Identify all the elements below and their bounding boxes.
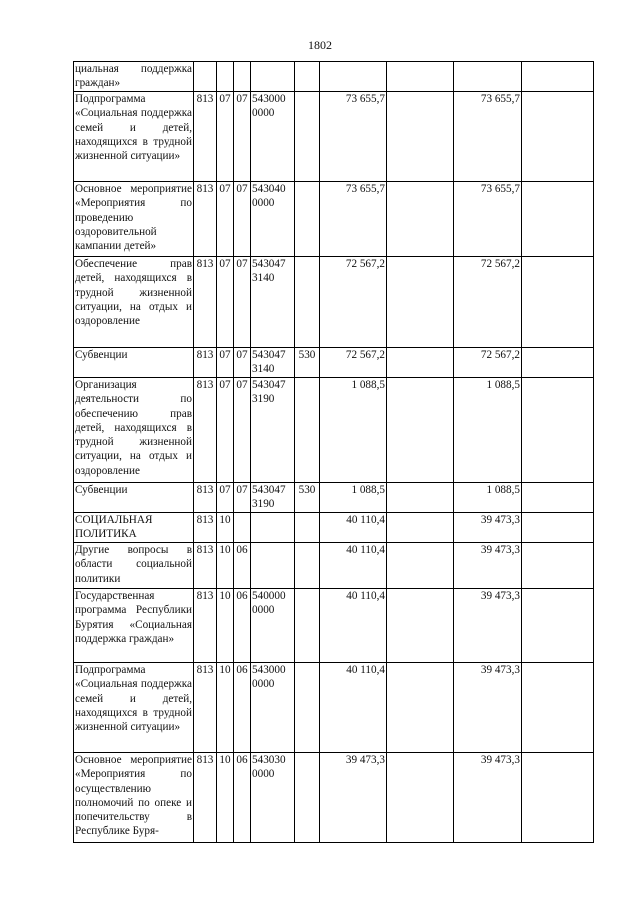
row-name: Государственная программа Республики Бурятия «Социальная поддержка граждан» [74, 589, 194, 663]
row-sum-4 [522, 663, 594, 753]
row-subsection-code: 07 [234, 348, 251, 378]
row-sum-4 [522, 348, 594, 378]
table-row [74, 62, 594, 92]
row-expense-type [295, 589, 320, 663]
row-target-article: 543000 0000 [251, 663, 295, 753]
row-name: Другие вопросы в области социальной политики [74, 543, 194, 589]
budget-table [73, 61, 594, 843]
row-section-code [217, 62, 234, 92]
row-sum-1: 40 110,4 [320, 513, 387, 543]
row-expense-type: 530 [295, 483, 320, 513]
table-row [74, 92, 594, 182]
row-sum-2 [387, 348, 454, 378]
table-row [74, 589, 594, 663]
row-sum-1: 40 110,4 [320, 663, 387, 753]
row-target-article: 543040 0000 [251, 182, 295, 257]
row-sum-3: 39 473,3 [454, 663, 522, 753]
row-name: Основное мероприятие «Мероприятия по осуществлению полномочий по опеке и попечительству в Республике Буря- [74, 753, 194, 843]
row-sum-1: 40 110,4 [320, 589, 387, 663]
row-expense-type: 530 [295, 348, 320, 378]
row-grbs-code [194, 62, 217, 92]
row-name: СОЦИАЛЬНАЯ ПОЛИТИКА [74, 513, 194, 543]
row-grbs-code: 813 [194, 543, 217, 589]
row-sum-4 [522, 257, 594, 348]
row-grbs-code: 813 [194, 589, 217, 663]
row-target-article: 543030 0000 [251, 753, 295, 843]
row-sum-2 [387, 589, 454, 663]
row-grbs-code: 813 [194, 378, 217, 483]
row-name: циальная поддержка граждан» [74, 62, 194, 92]
row-sum-4 [522, 483, 594, 513]
row-section-code: 10 [217, 753, 234, 843]
row-name: Подпрограмма «Социальная поддержка семей и детей, находящихся в трудной жизненной ситуации» [74, 663, 194, 753]
row-subsection-code: 07 [234, 92, 251, 182]
row-sum-4 [522, 513, 594, 543]
row-section-code: 07 [217, 92, 234, 182]
row-sum-2 [387, 543, 454, 589]
row-target-article [251, 543, 295, 589]
row-target-article: 543047 3190 [251, 378, 295, 483]
row-sum-1: 1 088,5 [320, 378, 387, 483]
table-row [74, 513, 594, 543]
row-grbs-code: 813 [194, 483, 217, 513]
row-subsection-code [234, 62, 251, 92]
row-sum-3: 72 567,2 [454, 257, 522, 348]
row-subsection-code: 07 [234, 182, 251, 257]
row-sum-4 [522, 543, 594, 589]
row-sum-1: 1 088,5 [320, 483, 387, 513]
row-sum-1 [320, 62, 387, 92]
row-subsection-code: 07 [234, 257, 251, 348]
row-sum-4 [522, 753, 594, 843]
row-name: Субвенции [74, 483, 194, 513]
row-target-article: 540000 0000 [251, 589, 295, 663]
row-subsection-code: 07 [234, 483, 251, 513]
row-sum-2 [387, 483, 454, 513]
row-sum-4 [522, 92, 594, 182]
row-sum-4 [522, 378, 594, 483]
row-sum-3 [454, 62, 522, 92]
row-target-article [251, 513, 295, 543]
row-sum-1: 73 655,7 [320, 182, 387, 257]
row-subsection-code: 06 [234, 663, 251, 753]
table-row [74, 182, 594, 257]
table-row [74, 543, 594, 589]
row-sum-3: 1 088,5 [454, 483, 522, 513]
row-target-article [251, 62, 295, 92]
row-subsection-code: 06 [234, 543, 251, 589]
row-sum-4 [522, 62, 594, 92]
table-row [74, 348, 594, 378]
row-section-code: 10 [217, 543, 234, 589]
table-row [74, 483, 594, 513]
row-subsection-code: 06 [234, 753, 251, 843]
row-name: Организация деятельности по обеспечению прав детей, находящихся в трудной жизненной ситуации, на отдых и оздоровление [74, 378, 194, 483]
row-sum-3: 39 473,3 [454, 513, 522, 543]
row-section-code: 07 [217, 483, 234, 513]
row-sum-3: 73 655,7 [454, 92, 522, 182]
row-expense-type [295, 378, 320, 483]
row-sum-2 [387, 663, 454, 753]
row-sum-3: 39 473,3 [454, 543, 522, 589]
row-grbs-code: 813 [194, 663, 217, 753]
table-row [74, 753, 594, 843]
page-number: 1802 [308, 38, 332, 52]
row-name: Обеспечение прав детей, находящихся в трудной жизненной ситуации, на отдых и оздоровление [74, 257, 194, 348]
row-sum-1: 39 473,3 [320, 753, 387, 843]
row-section-code: 10 [217, 589, 234, 663]
table-row [74, 257, 594, 348]
row-sum-1: 40 110,4 [320, 543, 387, 589]
row-section-code: 07 [217, 257, 234, 348]
row-sum-2 [387, 182, 454, 257]
table-row [74, 378, 594, 483]
row-subsection-code [234, 513, 251, 543]
row-sum-4 [522, 182, 594, 257]
row-expense-type [295, 257, 320, 348]
row-grbs-code: 813 [194, 513, 217, 543]
row-grbs-code: 813 [194, 753, 217, 843]
row-target-article: 543047 3140 [251, 348, 295, 378]
row-sum-2 [387, 753, 454, 843]
row-subsection-code: 07 [234, 378, 251, 483]
row-expense-type [295, 513, 320, 543]
row-section-code: 10 [217, 663, 234, 753]
row-sum-3: 1 088,5 [454, 378, 522, 483]
row-sum-2 [387, 92, 454, 182]
row-grbs-code: 813 [194, 92, 217, 182]
row-expense-type [295, 543, 320, 589]
row-name: Субвенции [74, 348, 194, 378]
row-section-code: 07 [217, 348, 234, 378]
row-expense-type [295, 62, 320, 92]
row-sum-3: 73 655,7 [454, 182, 522, 257]
row-sum-2 [387, 513, 454, 543]
row-sum-4 [522, 589, 594, 663]
row-section-code: 07 [217, 378, 234, 483]
row-target-article: 543047 3140 [251, 257, 295, 348]
row-expense-type [295, 182, 320, 257]
row-expense-type [295, 753, 320, 843]
row-sum-3: 39 473,3 [454, 753, 522, 843]
row-expense-type [295, 663, 320, 753]
row-subsection-code: 06 [234, 589, 251, 663]
row-expense-type [295, 92, 320, 182]
row-target-article: 543000 0000 [251, 92, 295, 182]
table-row [74, 663, 594, 753]
row-sum-3: 39 473,3 [454, 589, 522, 663]
row-sum-2 [387, 378, 454, 483]
row-section-code: 07 [217, 182, 234, 257]
row-grbs-code: 813 [194, 182, 217, 257]
row-name: Основное мероприятие «Мероприятия по проведению оздоровительной кампании детей» [74, 182, 194, 257]
row-sum-2 [387, 257, 454, 348]
row-grbs-code: 813 [194, 348, 217, 378]
row-name: Подпрограмма «Социальная поддержка семей и детей, находящихся в трудной жизненной ситуации» [74, 92, 194, 182]
row-sum-1: 73 655,7 [320, 92, 387, 182]
row-target-article: 543047 3190 [251, 483, 295, 513]
row-sum-3: 72 567,2 [454, 348, 522, 378]
row-sum-1: 72 567,2 [320, 348, 387, 378]
row-sum-2 [387, 62, 454, 92]
row-section-code: 10 [217, 513, 234, 543]
row-grbs-code: 813 [194, 257, 217, 348]
row-sum-1: 72 567,2 [320, 257, 387, 348]
